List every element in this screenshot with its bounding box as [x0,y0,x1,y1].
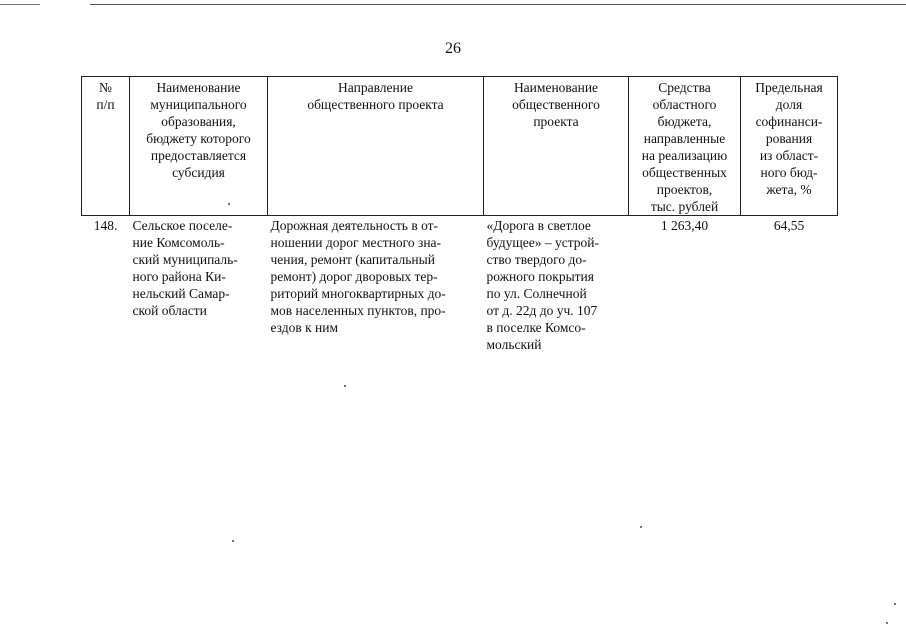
scan-speck [640,526,642,528]
row-project-name: «Дорога в светлое будущее» – устрой- ство твердого до- рожного покрытия по ул. Солнечной от д. 22д до уч. 107 в поселке Комсо- мольский [486,218,600,352]
header-municipality: Наименование муниципального образования, бюджету которого предоставляется субсидия [130,77,268,216]
table-row [82,216,838,354]
scan-speck [894,603,896,605]
header-project-name: Наименование общественного проекта [484,77,629,216]
header-regional-funds: Средства областного бюджета, направленные на реализацию общественных проектов, тыс. рублей [629,77,741,216]
header-number: № п/п [82,77,130,216]
row-number: 148. [93,218,118,233]
scan-speck [228,203,230,205]
subsidy-table [81,76,838,353]
scan-speck [232,540,234,542]
row-municipality: Сельское поселе- ние Комсомоль- ский муниципаль- ного района Ки- нельский Самар- ской области [132,218,238,318]
header-project-direction: Направление общественного проекта [268,77,484,216]
top-edge-line-left [0,4,40,5]
table-header-row [82,77,838,216]
page-number: 26 [445,40,461,57]
row-regional-funds: 1 263,40 [660,218,709,233]
row-cofinancing-share: 64,55 [773,218,805,233]
scan-speck [344,385,346,387]
header-cofinancing-share: Предельная доля софинанси- рования из област- ного бюд- жета, % [741,77,838,216]
top-edge-line [90,4,906,5]
scan-speck [886,622,888,624]
row-project-direction: Дорожная деятельность в от- ношении дорог местного зна- чения, ремонт (капитальный ремонт) дорог дворовых тер- риторий многоквартирных до- мов населенных пунктов, про- ездов к ним [270,218,446,335]
